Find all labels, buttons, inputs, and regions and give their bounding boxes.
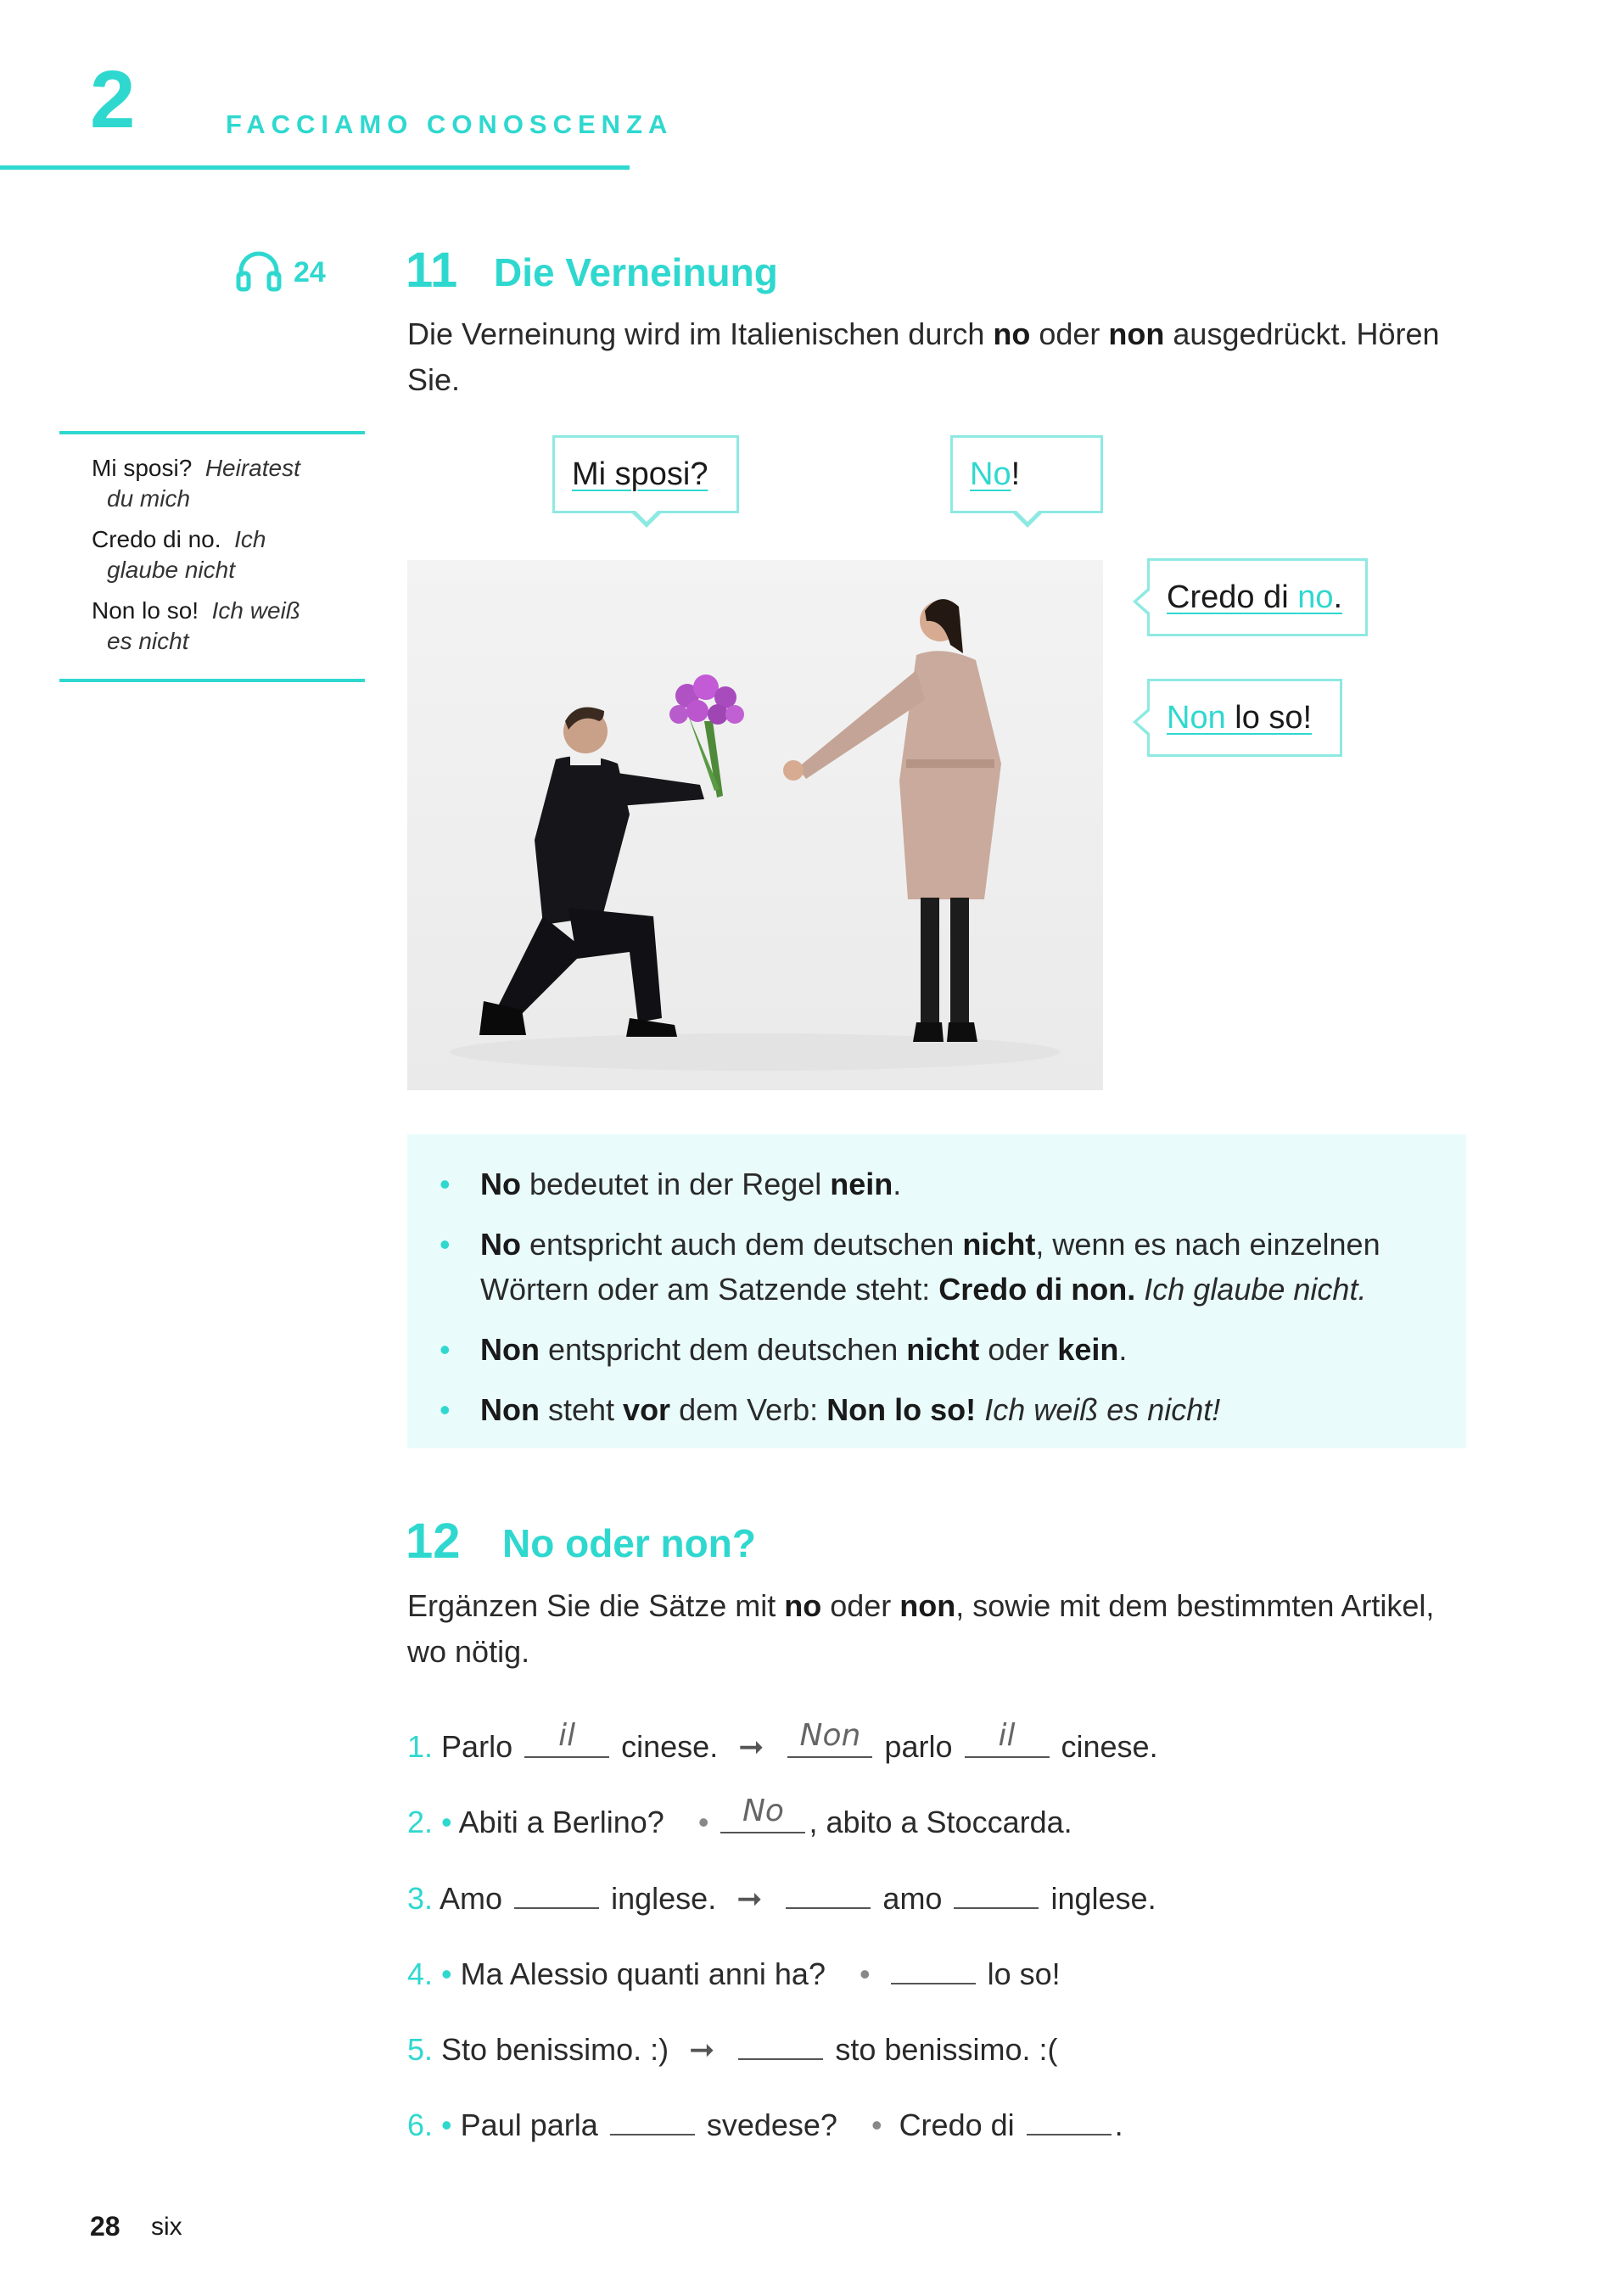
section-11-number: 11 [406, 243, 458, 298]
bullet-icon: • [697, 1805, 709, 1839]
exercise-line-5: 5. Sto benissimo. :) ➞ sto benissimo. :( [407, 2029, 1057, 2069]
audio-track[interactable] [236, 249, 326, 296]
glossary-item: Credo di no. Ich glaube nicht [92, 526, 266, 583]
arrow-right-icon: ➞ [689, 2032, 715, 2067]
page-number: 28 [90, 2211, 120, 2242]
headphones-icon [236, 249, 282, 296]
proposal-photo [407, 560, 1103, 1090]
kneeling-man-figure [479, 708, 704, 1037]
bullet-icon: • [871, 2107, 882, 2142]
speech-bubble-credo-di-no: Credo di no. [1147, 558, 1368, 636]
info-item: • Non entspricht dem deutschen nicht oder kein. [440, 1327, 1432, 1372]
answer-blank[interactable]: il [965, 1727, 1050, 1758]
answer-blank[interactable] [1027, 2105, 1112, 2135]
speech-bubble-non-lo-so: Non lo so! [1147, 679, 1342, 757]
answer-blank[interactable]: No [720, 1803, 805, 1833]
answer-blank[interactable] [738, 2029, 823, 2060]
grammar-info-box [407, 1134, 1466, 1448]
bullet-icon: • [441, 1956, 452, 1991]
section-12-title: No oder non? [502, 1521, 756, 1565]
glossary-item: Mi sposi? Heiratest du mich [92, 455, 300, 512]
info-item: • No entspricht auch dem deutschen nicht, wenn es nach einzelnen Wörtern oder am Satzende steht: Credo di non. Ich glaube nicht. [440, 1222, 1432, 1312]
info-item: • No bedeutet in der Regel nein. [440, 1161, 1432, 1206]
header-rule [0, 165, 630, 170]
exercise-line-6: 6. • Paul parla svedese? • Credo di . [407, 2105, 1123, 2145]
arrow-right-icon: ➞ [738, 1729, 764, 1764]
woman-figure [783, 599, 1001, 1042]
answer-blank[interactable]: il [524, 1727, 609, 1758]
answer-blank[interactable] [610, 2105, 695, 2135]
page-word: six [151, 2213, 182, 2241]
section-12-intro: Ergänzen Sie die Sätze mit no oder non, sowie mit dem bestimmten Artikel, wo nötig. [407, 1588, 1435, 1669]
exercise-line-3: 3. Amo inglese. ➞ amo inglese. [407, 1878, 1156, 1918]
answer-blank[interactable] [954, 1878, 1039, 1909]
answer-blank[interactable] [891, 1954, 976, 1984]
flower-bouquet [669, 675, 744, 798]
bullet-icon: • [441, 2107, 452, 2142]
answer-blank[interactable]: Non [787, 1727, 872, 1758]
bullet-icon: • [441, 1805, 452, 1839]
chapter-number: 2 [90, 54, 136, 145]
section-12-number: 12 [406, 1514, 461, 1569]
audio-track-number: 24 [294, 256, 326, 288]
speech-bubble-no: No! [950, 435, 1103, 513]
answer-blank[interactable] [514, 1878, 599, 1909]
glossary-item: Non lo so! Ich weiß es nicht [92, 597, 300, 654]
answer-blank[interactable] [786, 1878, 871, 1909]
bullet-icon: • [859, 1956, 871, 1991]
section-11-title: Die Verneinung [494, 250, 778, 294]
chapter-title: FACCIAMO CONOSCENZA [226, 109, 674, 139]
exercise-line-1: 1. Parlo il cinese. ➞ Non parlo il cinese. [407, 1718, 1158, 1764]
glossary-box [59, 431, 365, 682]
info-item: • Non steht vor dem Verb: Non lo so! Ich weiß es nicht! [440, 1387, 1432, 1432]
arrow-right-icon: ➞ [736, 1881, 763, 1916]
speech-bubble-mi-sposi: Mi sposi? [552, 435, 739, 513]
section-11-intro: Die Verneinung wird im Italienischen durch no oder non ausgedrückt. Hören Sie. [407, 316, 1440, 397]
exercise-line-4: 4. • Ma Alessio quanti anni ha? • lo so! [407, 1954, 1061, 1994]
exercise-line-2: 2. • Abiti a Berlino? • No , abito a Stoccarda. [407, 1794, 1072, 1839]
